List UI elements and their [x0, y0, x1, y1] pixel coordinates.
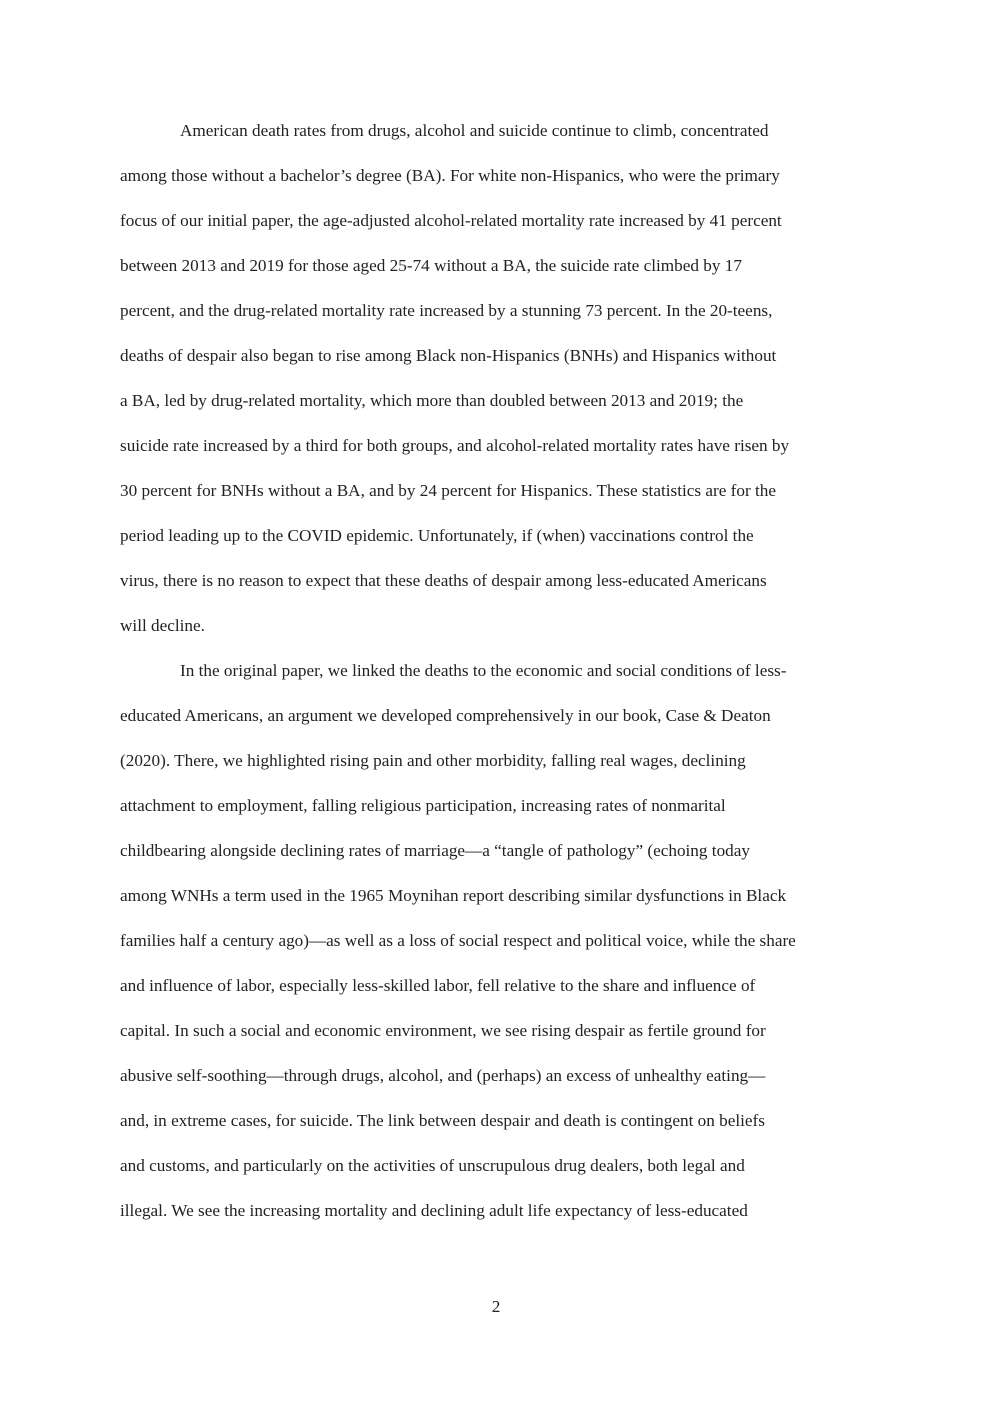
text-line: 30 percent for BNHs without a BA, and by 24 percent for Hispanics. These statistics are for the — [120, 481, 776, 500]
text-line: and influence of labor, especially less-skilled labor, fell relative to the share and influence of — [120, 976, 756, 995]
text-line: (2020). There, we highlighted rising pain and other morbidity, falling real wages, declining — [120, 751, 746, 770]
text-line: capital. In such a social and economic environment, we see rising despair as fertile ground for — [120, 1021, 766, 1040]
text-line: virus, there is no reason to expect that these deaths of despair among less-educated Americans — [120, 571, 767, 590]
text-line: abusive self-soothing—through drugs, alcohol, and (perhaps) an excess of unhealthy eating— — [120, 1066, 766, 1085]
paragraph-2 — [120, 648, 872, 1233]
text-line: educated Americans, an argument we developed comprehensively in our book, Case & Deaton — [120, 706, 771, 725]
paragraph-1 — [120, 108, 872, 648]
text-line: childbearing alongside declining rates of marriage—a “tangle of pathology” (echoing today — [120, 841, 750, 860]
text-line: among those without a bachelor’s degree (BA). For white non-Hispanics, who were the primary — [120, 166, 780, 185]
text-line: attachment to employment, falling religious participation, increasing rates of nonmarital — [120, 796, 726, 815]
text-line: will decline. — [120, 616, 205, 635]
text-line: American death rates from drugs, alcohol and suicide continue to climb, concentrated — [180, 121, 769, 140]
text-line: a BA, led by drug-related mortality, which more than doubled between 2013 and 2019; the — [120, 391, 744, 410]
text-line: illegal. We see the increasing mortality and declining adult life expectancy of less-educated — [120, 1201, 748, 1220]
text-line: families half a century ago)—as well as a loss of social respect and political voice, while the share — [120, 931, 796, 950]
body-text — [120, 108, 872, 1233]
page-number: 2 — [491, 1297, 501, 1316]
text-line: period leading up to the COVID epidemic. Unfortunately, if (when) vaccinations control the — [120, 526, 754, 545]
text-line: suicide rate increased by a third for both groups, and alcohol-related mortality rates have risen by — [120, 436, 790, 455]
text-line: percent, and the drug-related mortality rate increased by a stunning 73 percent. In the 20-teens, — [120, 301, 773, 320]
text-line: focus of our initial paper, the age-adjusted alcohol-related mortality rate increased by 41 percent — [120, 211, 782, 230]
text-line: among WNHs a term used in the 1965 Moynihan report describing similar dysfunctions in Black — [120, 886, 787, 905]
text-line: and, in extreme cases, for suicide. The link between despair and death is contingent on beliefs — [120, 1111, 765, 1130]
text-line: In the original paper, we linked the deaths to the economic and social conditions of less- — [180, 661, 787, 680]
text-line: between 2013 and 2019 for those aged 25-74 without a BA, the suicide rate climbed by 17 — [120, 256, 742, 275]
text-line: deaths of despair also began to rise among Black non-Hispanics (BNHs) and Hispanics without — [120, 346, 777, 365]
text-line: and customs, and particularly on the activities of unscrupulous drug dealers, both legal and — [120, 1156, 745, 1175]
